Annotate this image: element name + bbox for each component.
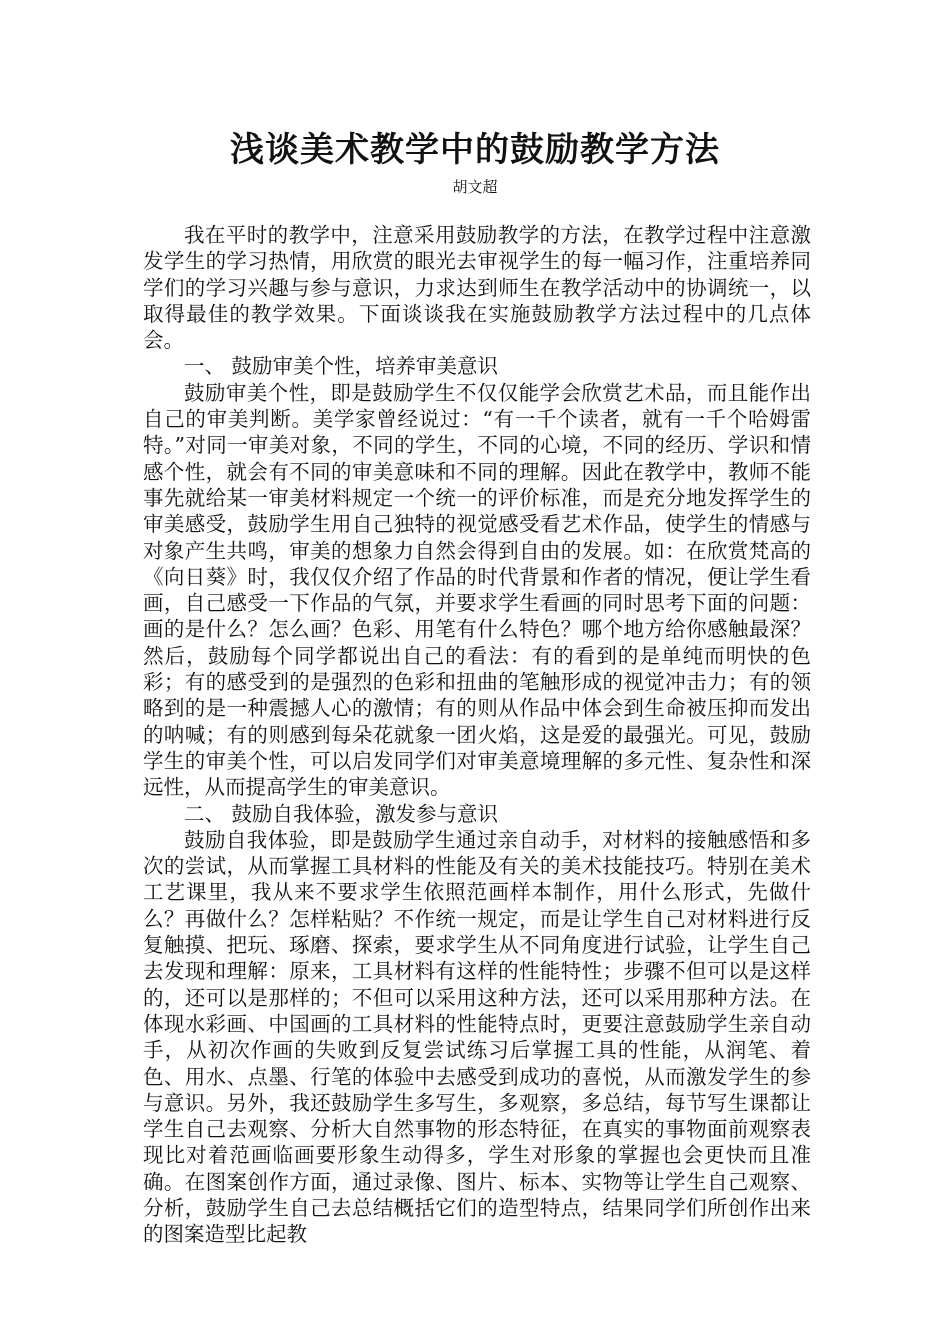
- section-heading-1: 一、 鼓励审美个性，培养审美意识: [184, 354, 499, 379]
- section-1-paragraph: 鼓励审美个性，即是鼓励学生不仅仅能学会欣赏艺术品，而且能作出自己的审美判断。美学家曾经说过：“有一千个读者，就有一千个哈姆雷特。”对同一审美对象，不同的学生，不同的心境，不同的经历、学识和情感个性，就会有不同的审美意味和不同的理解。因此在教学中，教师不能事先就给某一审美材料规定一个统一的评价标准，而是充分地发挥学生的审美感受，鼓励学生用自己独特的视觉感受看艺术作品，使学生的情感与对象产生共鸣，审美的想象力自然会得到自由的发展。如：在欣赏梵高的《向日葵》时，我仅仅介绍了作品的时代背景和作者的情况，便让学生看画，自己感受一下作品的气氛，并要求学生看画的同时思考下面的问题：画的是什么？怎么画？色彩、用笔有什么特色？哪个地方给你感触最深？然后，鼓励每个同学都说出自己的看法：有的看到的是单纯而明快的色彩；有的感受到的是强烈的色彩和扭曲的笔触形成的视觉冲击力；有的领略到的是一种震撼人心的激情；有的则从作品中体会到生命被压抑而发出的呐喊；有的则感到每朵花就象一团火焰，这是爱的最强光。可见，鼓励学生的审美个性，可以启发同学们对审美意境理解的多元性、复杂性和深远性，从而提高学生的审美意识。: [143, 380, 811, 800]
- intro-paragraph: 我在平时的教学中，注意采用鼓励教学的方法，在教学过程中注意激发学生的学习热情，用欣赏的眼光去审视学生的每一幅习作，注重培养同学们的学习兴趣与参与意识，力求达到师生在教学活动中的协调统一，以取得最佳的教学效果。下面谈谈我在实施鼓励教学方法过程中的几点体会。: [143, 223, 811, 353]
- document-body: [143, 222, 811, 1248]
- section-2-paragraph: 鼓励自我体验，即是鼓励学生通过亲自动手，对材料的接触感悟和多次的尝试，从而掌握工具材料的性能及有关的美术技能技巧。特别在美术工艺课里，我从来不要求学生依照范画样本制作，用什么形式，先做什么？再做什么？怎样粘贴？不作统一规定，而是让学生自己对材料进行反复触摸、把玩、琢磨、探索，要求学生从不同角度进行试验，让学生自己去发现和理解：原来，工具材料有这样的性能特性；步骤不但可以是这样的，还可以是那样的；不但可以采用这种方法，还可以采用那种方法。在体现水彩画、中国画的工具材料的性能特点时，更要注意鼓励学生亲自动手，从初次作画的失败到反复尝试练习后掌握工具的性能，从润笔、着色、用水、点墨、行笔的体验中去感受到成功的喜悦，从而激发学生的参与意识。另外，我还鼓励学生多写生，多观察，多总结，每节写生课都让学生自己去观察、分析大自然事物的形态特征，在真实的事物面前观察表现比对着范画临画要形象生动得多，学生对形象的掌握也会更快而且准确。在图案创作方面，通过录像、图片、标本、实物等让学生自己观察、分析，鼓励学生自己去总结概括它们的造型特点，结果同学们所创作出来的图案造型比起教: [143, 827, 811, 1247]
- author-name: 胡文超: [452, 178, 498, 196]
- section-heading-2: 二、 鼓励自我体验，激发参与意识: [184, 801, 499, 826]
- document-title: 浅谈美术教学中的鼓励教学方法: [230, 130, 720, 170]
